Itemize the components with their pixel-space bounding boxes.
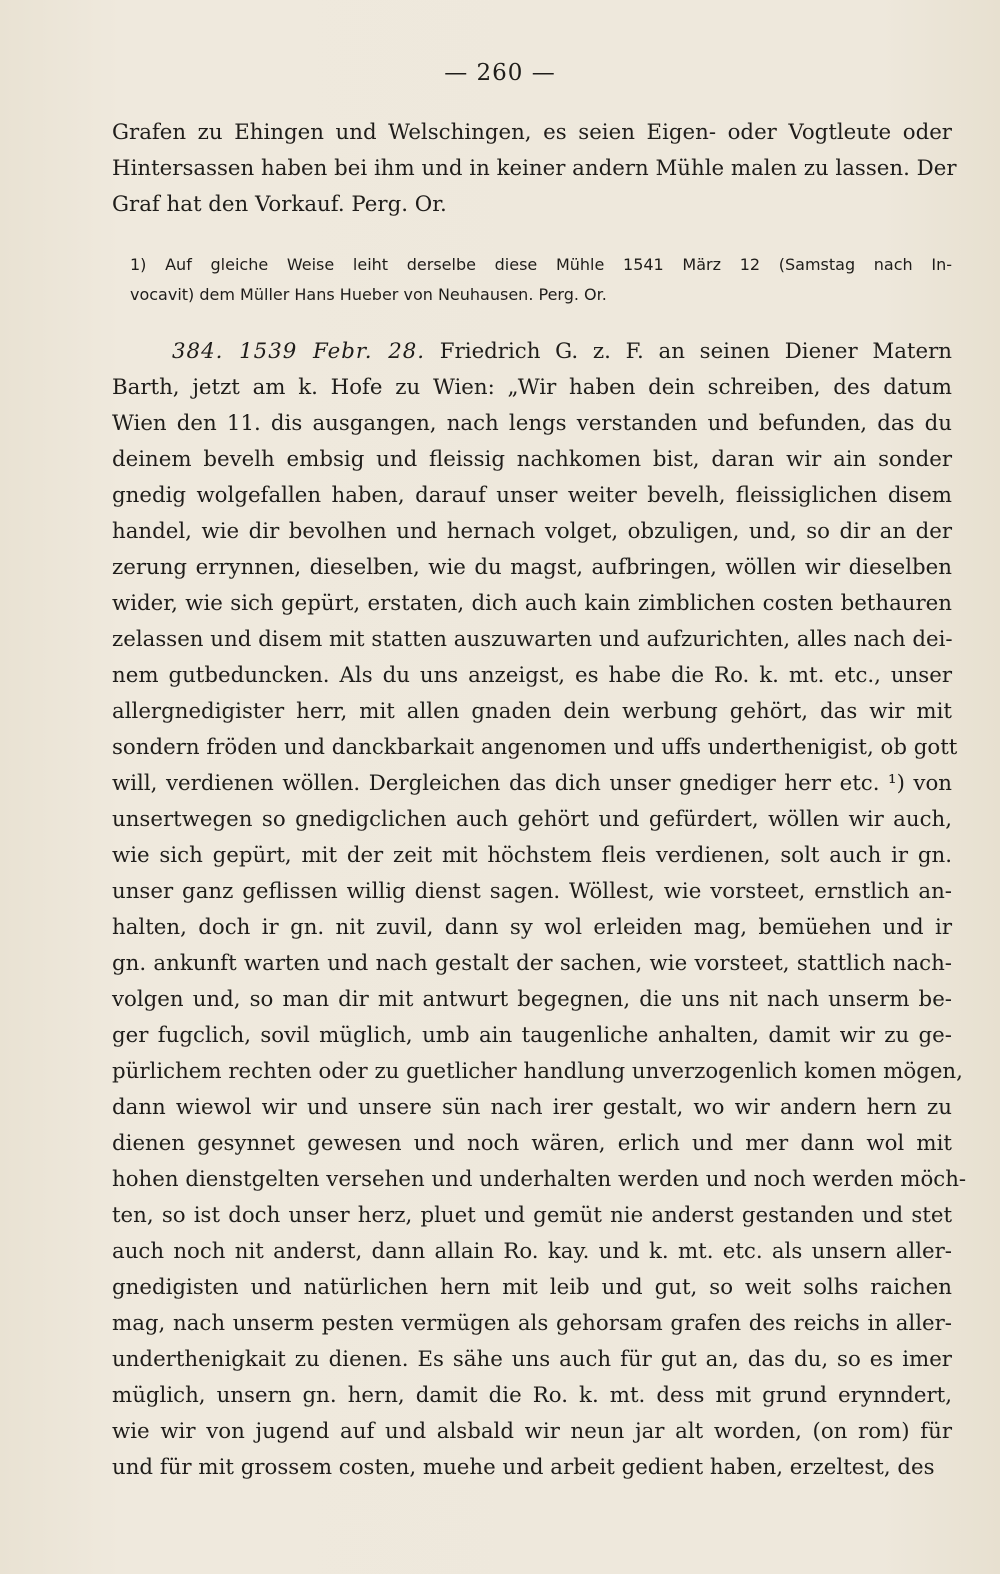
- footnote-line: 1) Auf gleiche Weise leiht derselbe diese Mühle 1541 März 12 (Samstag nach In-: [130, 255, 952, 274]
- entry-384: [112, 334, 967, 1486]
- entry-line: nem gutbeduncken. Als du uns anzeigst, es habe die Ro. k. mt. etc., unser: [112, 663, 952, 688]
- entry-first-line-text: Friedrich G. z. F. an seinen Diener Matern: [439, 339, 952, 364]
- entry-line: allergnedigister herr, mit allen gnaden dein werbung gehört, das wir mit: [112, 699, 952, 724]
- entry-line: wider, wie sich gepürt, erstaten, dich auch kain zimblichen costen bethauren: [112, 591, 952, 616]
- entry-line: unsertwegen so gnedigclichen auch gehört und gefürdert, wöllen wir auch,: [112, 807, 952, 832]
- entry-line: unser ganz geflissen willig dienst sagen. Wöllest, wie vorsteet, ernstlich an-: [112, 879, 952, 904]
- entry-line: ten, so ist doch unser herz, pluet und gemüt nie anderst gestanden und stet: [112, 1203, 952, 1228]
- entry-line: Barth, jetzt am k. Hofe zu Wien: „Wir haben dein schreiben, des datum: [112, 375, 952, 400]
- entry-line: will, verdienen wöllen. Dergleichen das dich unser gnediger herr etc. ¹) von: [112, 771, 952, 796]
- entry-line: wie sich gepürt, mit der zeit mit höchstem fleis verdienen, solt auch ir gn.: [112, 843, 952, 868]
- entry-line: zerung errynnen, dieselben, wie du magst, aufbringen, wöllen wir dieselben: [112, 555, 952, 580]
- entry-line: zelassen und disem mit statten auszuwarten und aufzurichten, alles nach dei-: [112, 627, 953, 652]
- intro-line: Grafen zu Ehingen und Welschingen, es seien Eigen- oder Vogtleute oder: [112, 120, 952, 145]
- entry-line: gnedigisten und natürlichen hern mit leib und gut, so weit solhs raichen: [112, 1275, 952, 1300]
- entry-line: gnedig wolgefallen haben, darauf unser weiter bevelh, fleissiglichen disem: [112, 483, 952, 508]
- entry-line: handel, wie dir bevolhen und hernach volget, obzuligen, und, so dir an der: [112, 519, 952, 544]
- entry-line: volgen und, so man dir mit antwurt begegnen, die uns nit nach unserm be-: [112, 987, 952, 1012]
- entry-line: ger fugclich, sovil müglich, umb ain taugenliche anhalten, damit wir zu ge-: [112, 1023, 952, 1048]
- entry-line: halten, doch ir gn. nit zuvil, dann sy wol erleiden mag, bemüehen und ir: [112, 915, 952, 940]
- entry-line: und für mit grossem costen, muehe und arbeit gedient haben, erzeltest, des: [112, 1455, 935, 1480]
- entry-line: müglich, unsern gn. hern, damit die Ro. k. mt. dess mit grund erynndert,: [112, 1383, 952, 1408]
- entry-line: dann wiewol wir und unsere sün nach irer gestalt, wo wir andern hern zu: [112, 1095, 952, 1120]
- intro-line: Hintersassen haben bei ihm und in keiner andern Mühle malen zu lassen. Der: [112, 156, 957, 181]
- entry-line: Wien den 11. dis ausgangen, nach lengs verstanden und befunden, das du: [112, 411, 952, 436]
- entry-line: dienen gesynnet gewesen und noch wären, erlich und mer dann wol mit: [112, 1131, 952, 1156]
- footnote-line: vocavit) dem Müller Hans Hueber von Neuhausen. Perg. Or.: [130, 285, 607, 304]
- intro-line: Graf hat den Vorkauf. Perg. Or.: [112, 192, 447, 217]
- page-number: — 260 —: [444, 60, 556, 86]
- footnote: [130, 250, 952, 310]
- entry-line: underthenigkait zu dienen. Es sähe uns auch für gut an, das du, so es imer: [112, 1347, 952, 1372]
- entry-line: auch noch nit anderst, dann allain Ro. kay. und k. mt. etc. als unsern aller-: [112, 1239, 952, 1264]
- entry-line: gn. ankunft warten und nach gestalt der sachen, wie vorsteet, stattlich nach-: [112, 951, 952, 976]
- entry-line: deinem bevelh embsig und fleissig nachkomen bist, daran wir ain sonder: [112, 447, 952, 472]
- entry-line: mag, nach unserm pesten vermügen als gehorsam grafen des reichs in aller-: [112, 1311, 952, 1336]
- entry-body: [112, 370, 967, 1486]
- entry-heading: 384. 1539 Febr. 28.: [172, 339, 426, 364]
- entry-line: hohen dienstgelten versehen und underhalten werden und noch werden möch-: [112, 1167, 967, 1192]
- entry-line: sondern fröden und danckbarkait angenomen und uffs underthenigist, ob gott: [112, 735, 958, 760]
- entry-line: pürlichem rechten oder zu guetlicher handlung unverzogenlich komen mögen,: [112, 1059, 963, 1084]
- entry-line: wie wir von jugend auf und alsbald wir neun jar alt worden, (on rom) für: [112, 1419, 952, 1444]
- intro-paragraph: [112, 115, 957, 223]
- entry-first-line: [112, 334, 952, 370]
